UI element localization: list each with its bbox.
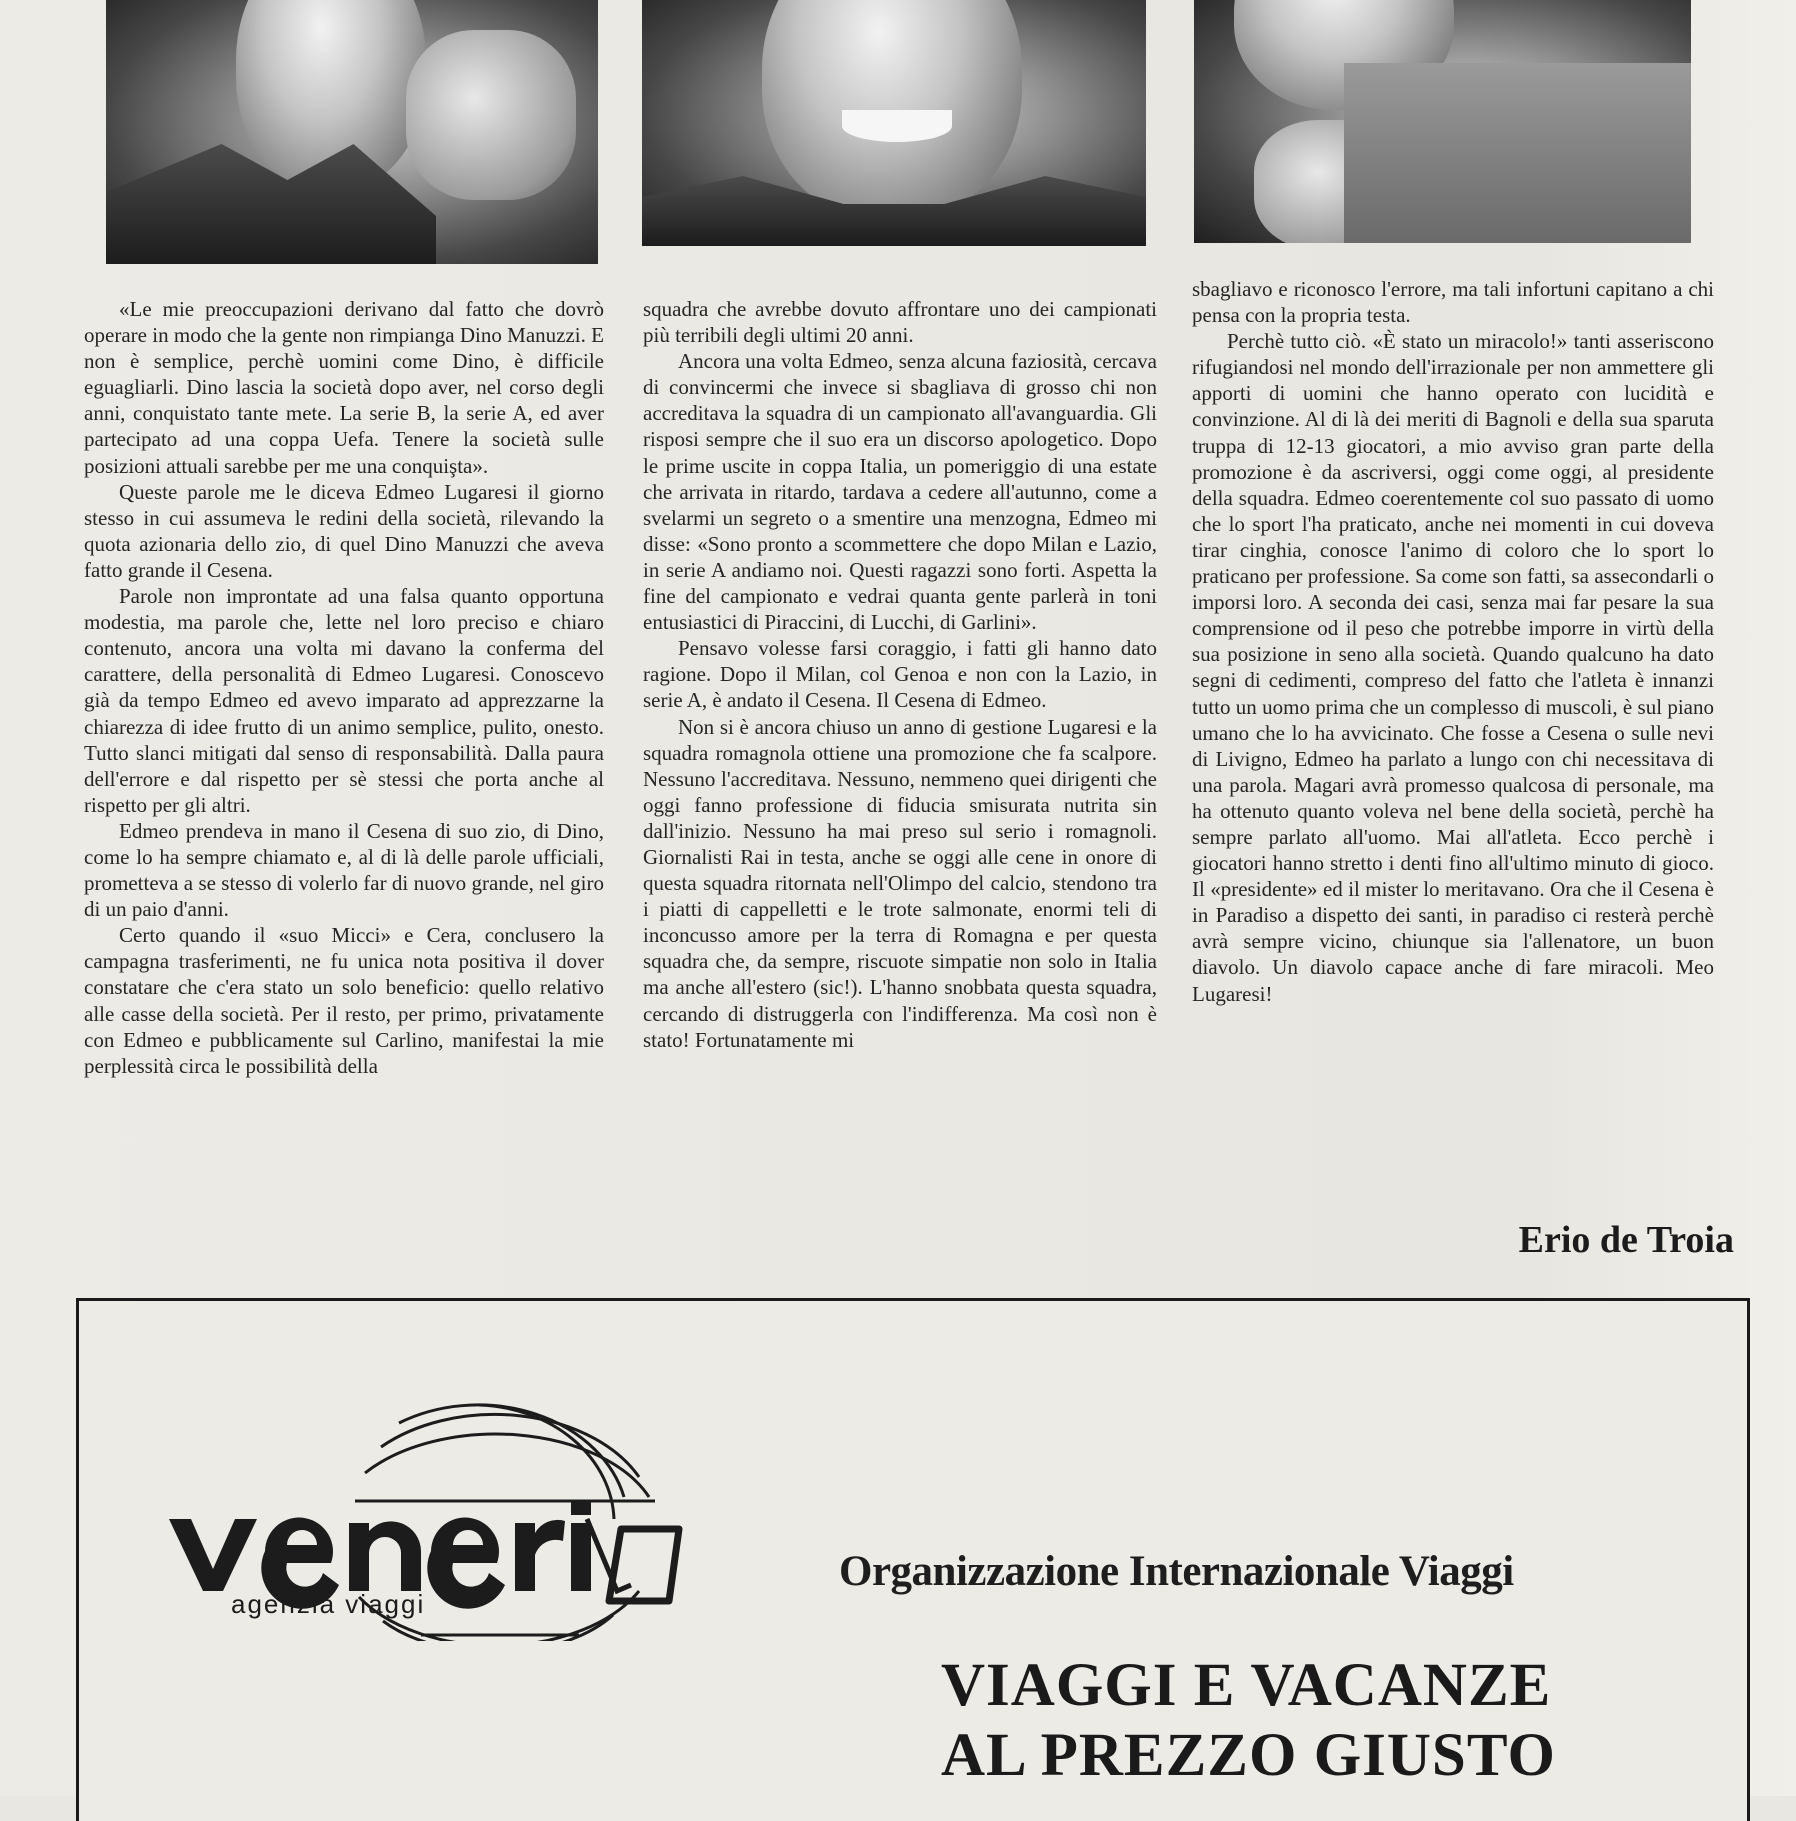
veneri-logo bbox=[169, 1401, 689, 1641]
article-paragraph: squadra che avrebbe dovuto affrontare uno dei campionati più terribili degli ultimi 20 anni. bbox=[643, 297, 1157, 348]
article-paragraph: «Le mie preoccupazioni derivano dal fatto che dovrò operare in modo che la gente non rimpianga Dino Manuzzi. E non è semplice, perchè uomini come Dino, è difficile eguagliarli. Dino lascia la società dopo aver, nel corso degli anni, conquistato tante mete. La serie B, la serie A, ed aver partecipato ad una coppa Uefa. Tenere la società sulle posizioni attuali sarebbe per me una conquişta». bbox=[84, 297, 604, 478]
article-paragraph: Certo quando il «suo Micci» e Cera, conclusero la campagna trasferimenti, ne fu unica nota positiva il dover constatare che c'era stato un solo beneficio: quello relativo alle casse della società. Per il resto, per primo, privatamente con Edmeo e pubblicamente sul Carlino, manifestai la mie perplessità circa le possibilità della bbox=[84, 923, 604, 1078]
travel-agency-advertisement bbox=[76, 1298, 1750, 1821]
article-column-3 bbox=[1192, 276, 1714, 1007]
article-column-1 bbox=[84, 296, 604, 1079]
article-paragraph: Pensavo volesse farsi coraggio, i fatti gli hanno dato ragione. Dopo il Milan, col Genoa e non con la Lazio, in serie A, è andato il Cesena. Il Cesena di Edmeo. bbox=[643, 636, 1157, 713]
photo-man-smiling bbox=[642, 0, 1146, 246]
ad-headline-line-2: AL PREZZO GIUSTO bbox=[941, 1722, 1556, 1789]
ad-headline-line-1: VIAGGI E VACANZE bbox=[941, 1652, 1552, 1719]
article-paragraph: Parole non improntate ad una falsa quanto opportuna modestia, ma parole che, lette nel loro preciso e chiaro contenuto, ancora una volta mi davano la conferma del carattere, della personalità di Edmeo Lugaresi. Conoscevo già da tempo Edmeo ed avevo imparato ad apprezzarne la chiarezza di idee frutto di un animo semplice, pulito, onesto. Tutto slanci mitigati dal senso di responsabilità. Dalla paura dell'errore e dal rispetto per sè stessi che porta anche al rispetto per gli altri. bbox=[84, 584, 604, 817]
article-column-2 bbox=[643, 296, 1157, 1053]
article-paragraph: Ancora una volta Edmeo, senza alcuna faziosità, cercava di convincermi che invece si sbagliava di grosso chi non accreditava la squadra di un campionato all'avanguardia. Gli risposi sempre che il suo era un discorso apologetico. Dopo le prime uscite in coppa Italia, un pomeriggio di una estate che arrivata in ritardo, tardava a cedere all'autunno, come a svelarmi un segreto o a smentire una menzogna, Edmeo mi disse: «Sono pronto a scommettere che dopo Milan e Lazio, in serie A andiamo noi. Questi ragazzi sono forti. Aspetta la fine del campionato e vedrai quanta gente parlerà in toni entusiastici di Piraccini, di Lucchi, di Garlini». bbox=[643, 349, 1157, 635]
ad-tagline: Organizzazione Internazionale Viaggi bbox=[839, 1548, 1514, 1595]
logo-subtitle: agenzia viaggi bbox=[231, 1589, 426, 1619]
ad-headline bbox=[941, 1651, 1556, 1791]
photo-man-with-bottle bbox=[1194, 0, 1691, 243]
article-byline: Erio de Troia bbox=[1518, 1219, 1734, 1261]
photo-man-rubbing-eye bbox=[106, 0, 598, 264]
article-paragraph: Edmeo prendeva in mano il Cesena di suo zio, di Dino, come lo ha sempre chiamato e, al di là delle parole ufficiali, prometteva a se stesso di volerlo far di nuovo grande, nel giro di un paio d'anni. bbox=[84, 818, 604, 922]
article-paragraph: sbagliavo e riconosco l'errore, ma tali infortuni capitano a chi pensa con la propria testa. bbox=[1192, 277, 1714, 328]
article-paragraph: Perchè tutto ciò. «È stato un miracolo!» tanti asseriscono rifugiandosi nel mondo dell'irrazionale per non ammettere gli apporti di uomini che hanno operato con lucidità e convinzione. Al di là dei meriti di Bagnoli e della sua sparuta truppa di 12-13 giocatori, a mio avviso gran parte della promozione è da ascriversi, oggi come oggi, al presidente della squadra. Edmeo coerentemente col suo passato di uomo che lo sport l'ha praticato, anche nei momenti in cui doveva tirar cinghia, conosce l'animo di coloro che lo sport lo praticano per professione. Sa come son fatti, sa assecondarli o imporsi loro. A seconda dei casi, senza mai far pesare la sua comprensione od il peso che potrebbe imporre in virtù della sua posizione in seno alla società. Quando qualcuno ha dato segni di cedimenti, compreso del fatto che l'atleta è innanzi tutto un uomo prima che un complesso di muscoli, è sul piano umano che lo ha avvicinato. Che fosse a Cesena o sulle nevi di Livigno, Edmeo ha parlato a lungo con chi necessitava di una parola. Magari avrà promesso qualcosa di personale, ma ha ottenuto quanto voleva nel bene della società, perchè ha sempre parlato all'uomo. Mai all'atleta. Ecco perchè i giocatori hanno stretto i denti fino all'ultimo minuto di gioco. Il «presidente» ed il mister lo meritavano. Ora che il Cesena è in Paradiso a dispetto dei santi, in paradiso ci resterà perchè avrà sempre vicino, chiunque sia l'allenatore, un buon diavolo. Un diavolo capace anche di fare miracoli. Meo Lugaresi! bbox=[1192, 329, 1714, 1006]
article-paragraph: Non si è ancora chiuso un anno di gestione Lugaresi e la squadra romagnola ottiene una promozione che fa scalpore. Nessuno l'accreditava. Nessuno, nemmeno quei dirigenti che oggi fanno professione di fiducia smisurata nutrita sin dall'inizio. Nessuno ha mai preso sul serio i romagnoli. Giornalisti Rai in testa, anche se oggi alle cene in onore di questa squadra ritornata nell'Olimpo del calcio, stendono tra i piatti di cappelletti e le trote salmonate, enormi teli di inconcusso amore per la terra di Romagna e per questa squadra che, da sempre, riscuote simpatie non solo in Italia ma anche all'estero (sic!). L'hanno snobbata questa squadra, cercando di distruggerla con l'indifferenza. Ma così non è stato! Fortunatamente mi bbox=[643, 714, 1157, 1052]
article-paragraph: Queste parole me le diceva Edmeo Lugaresi il giorno stesso in cui assumeva le redini della società, rilevando la quota azionaria dello zio, di quel Dino Manuzzi che aveva fatto grande il Cesena. bbox=[84, 479, 604, 582]
